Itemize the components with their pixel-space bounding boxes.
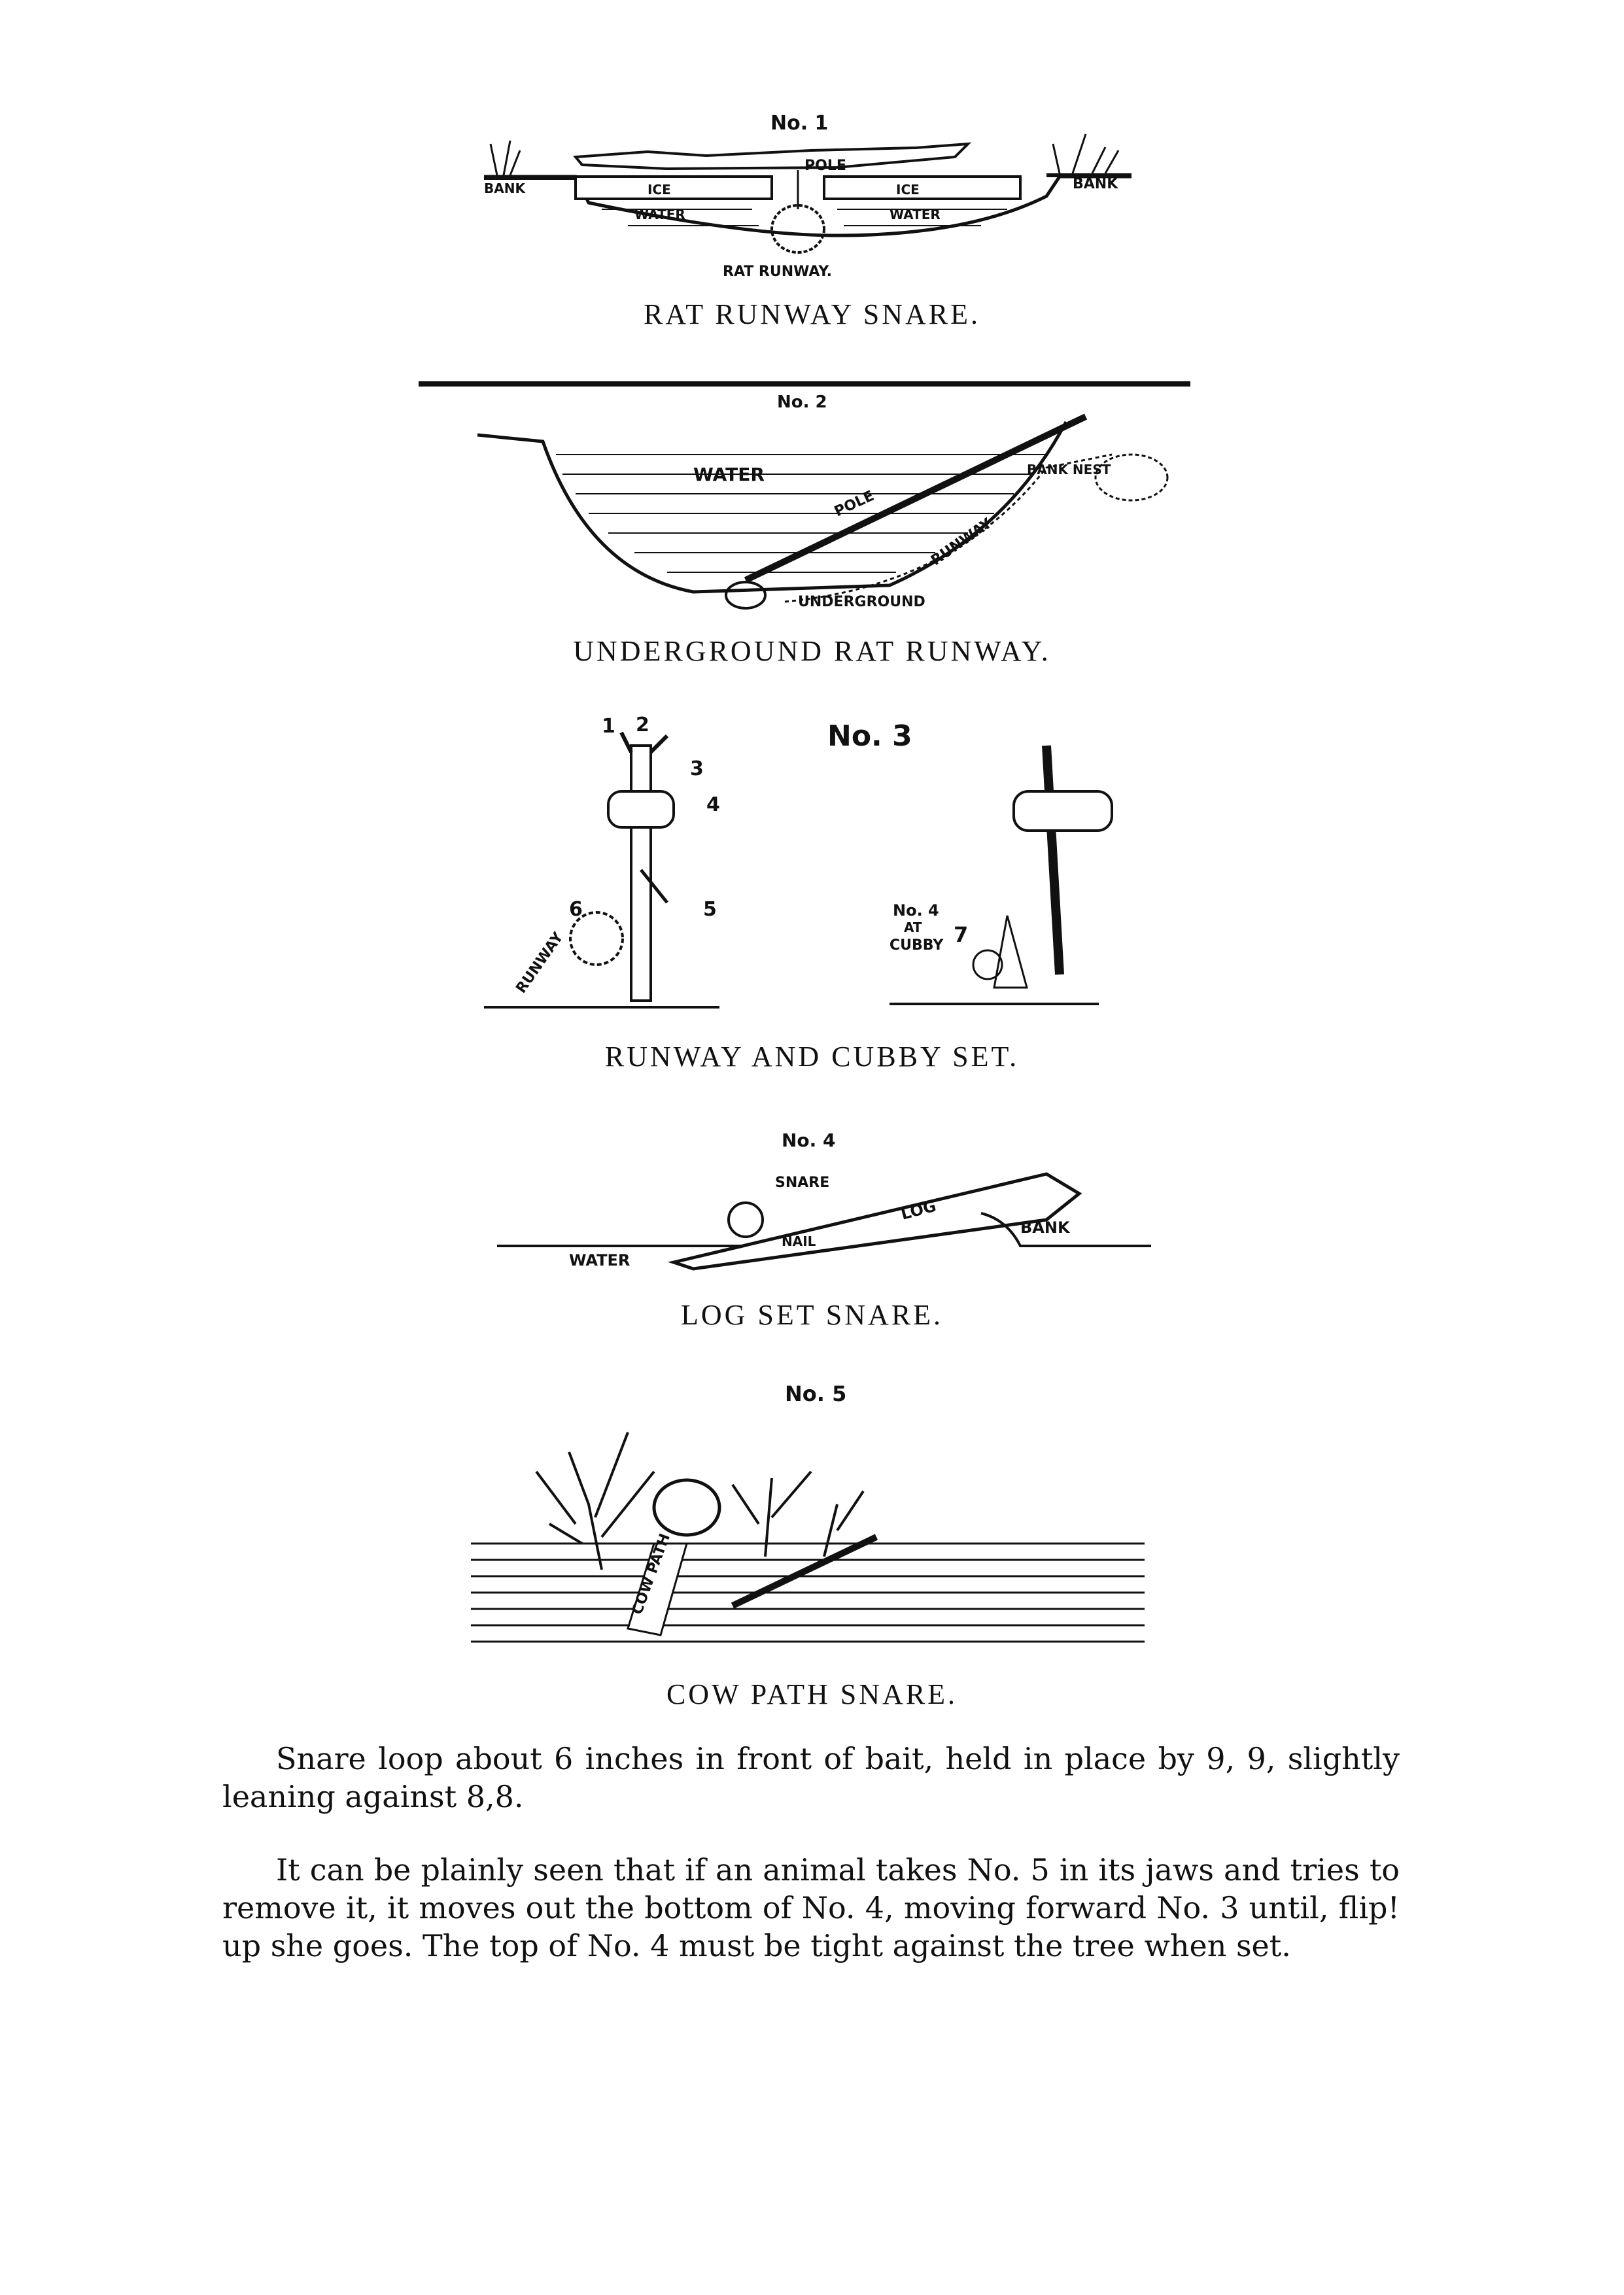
- figure-4-drawing: [497, 1122, 1151, 1282]
- num-3-label: 3: [690, 757, 704, 780]
- cubby-shape: [994, 916, 1027, 988]
- figure-5-cow-path-snare: [471, 1373, 1145, 1668]
- runway-label: RUNWAY: [513, 929, 567, 997]
- ground-hatching: [471, 1544, 1145, 1642]
- figure-3-caption: RUNWAY AND CUBBY SET.: [604, 1041, 1020, 1073]
- stake-right: [1046, 746, 1060, 975]
- figure-5-caption: COW PATH SNARE.: [666, 1678, 958, 1710]
- water-label: WATER: [693, 464, 765, 485]
- runway-label: RUNWAY: [928, 515, 995, 569]
- pole-shape: [746, 417, 1086, 580]
- figure-3-number: No. 3: [827, 719, 912, 753]
- pole-label: POLE: [831, 487, 877, 521]
- num-6-label: 6: [569, 898, 583, 921]
- figure-3-drawing: [471, 706, 1164, 1027]
- num-4-label: 4: [706, 793, 720, 816]
- spring-pole: [733, 1537, 876, 1606]
- log-shape: [674, 1174, 1079, 1269]
- ice-right-label: ICE: [896, 182, 920, 198]
- snare-loop: [654, 1480, 719, 1535]
- pole-shape: [576, 144, 968, 169]
- stake-left: [631, 746, 651, 1001]
- ice-left-label: ICE: [648, 182, 671, 198]
- grass-right: [1053, 134, 1118, 173]
- figure-1-drawing: [471, 105, 1145, 294]
- figure-2-drawing: [419, 376, 1203, 638]
- figure-5-number: No. 5: [785, 1381, 847, 1406]
- paragraph-2: It can be plainly seen that if an animal takes No. 5 in its jaws and tries to remove it, it moves out the bottom of No. 4, moving forward No. 3 until, flip! up she goes. The top of No. 4 must be tight against the tree when set.: [222, 1852, 1400, 1963]
- nail-label: NAIL: [782, 1234, 816, 1249]
- paragraph-1: Snare loop about 6 inches in front of bait, held in place by 9, 9, slightly leaning against 8,8.: [222, 1741, 1400, 1814]
- underground-label: UNDERGROUND: [798, 594, 925, 610]
- figure-3-runway-and-cubby-set: [471, 706, 1164, 1027]
- water-label: WATER: [569, 1251, 631, 1269]
- num-2-label: 2: [636, 714, 649, 736]
- bank-label: BANK: [1020, 1218, 1070, 1237]
- cubby-label: CUBBY: [890, 937, 944, 954]
- bushes: [536, 1432, 863, 1570]
- grass-left: [491, 141, 520, 175]
- figure-5-drawing: [471, 1373, 1145, 1668]
- snare-loop: [729, 1203, 763, 1237]
- snare-label: SNARE: [775, 1175, 830, 1191]
- bank-left-label: BANK: [484, 181, 525, 196]
- bank-right-label: BANK: [1073, 176, 1118, 192]
- figure-1-rat-runway-snare: [471, 105, 1145, 294]
- at-label: AT: [904, 920, 922, 935]
- num-1-label: 1: [602, 715, 615, 738]
- log-label: LOG: [899, 1196, 939, 1224]
- figure-2-underground-rat-runway: [419, 376, 1203, 638]
- figure-2-caption: UNDERGROUND RAT RUNWAY.: [573, 635, 1051, 667]
- water-right-label: WATER: [890, 207, 941, 222]
- water-left-label: WATER: [634, 207, 685, 222]
- snare-loop: [726, 582, 765, 608]
- log-right: [1014, 791, 1112, 831]
- pole-label: POLE: [804, 158, 846, 174]
- bank-nest-label: BANK NEST: [1027, 462, 1111, 477]
- num-5-label: 5: [703, 898, 717, 921]
- figure-1-number: No. 1: [770, 112, 829, 135]
- figure-4-caption: LOG SET SNARE.: [680, 1299, 944, 1331]
- figure-2-number: No. 2: [777, 392, 827, 412]
- snare-loop: [772, 205, 824, 252]
- log-left: [608, 791, 674, 827]
- rat-runway-label: RAT RUNWAY.: [723, 264, 832, 280]
- figure-4-log-set-snare: [497, 1122, 1151, 1282]
- ice-right: [824, 177, 1020, 199]
- num-7-label: 7: [954, 922, 969, 947]
- figure-4-number: No. 4: [782, 1130, 836, 1151]
- ice-left: [576, 177, 772, 199]
- figure-1-caption: RAT RUNWAY SNARE.: [643, 298, 980, 330]
- cow-path-label: COW PATH: [629, 1531, 674, 1617]
- no4-label: No. 4: [893, 901, 939, 920]
